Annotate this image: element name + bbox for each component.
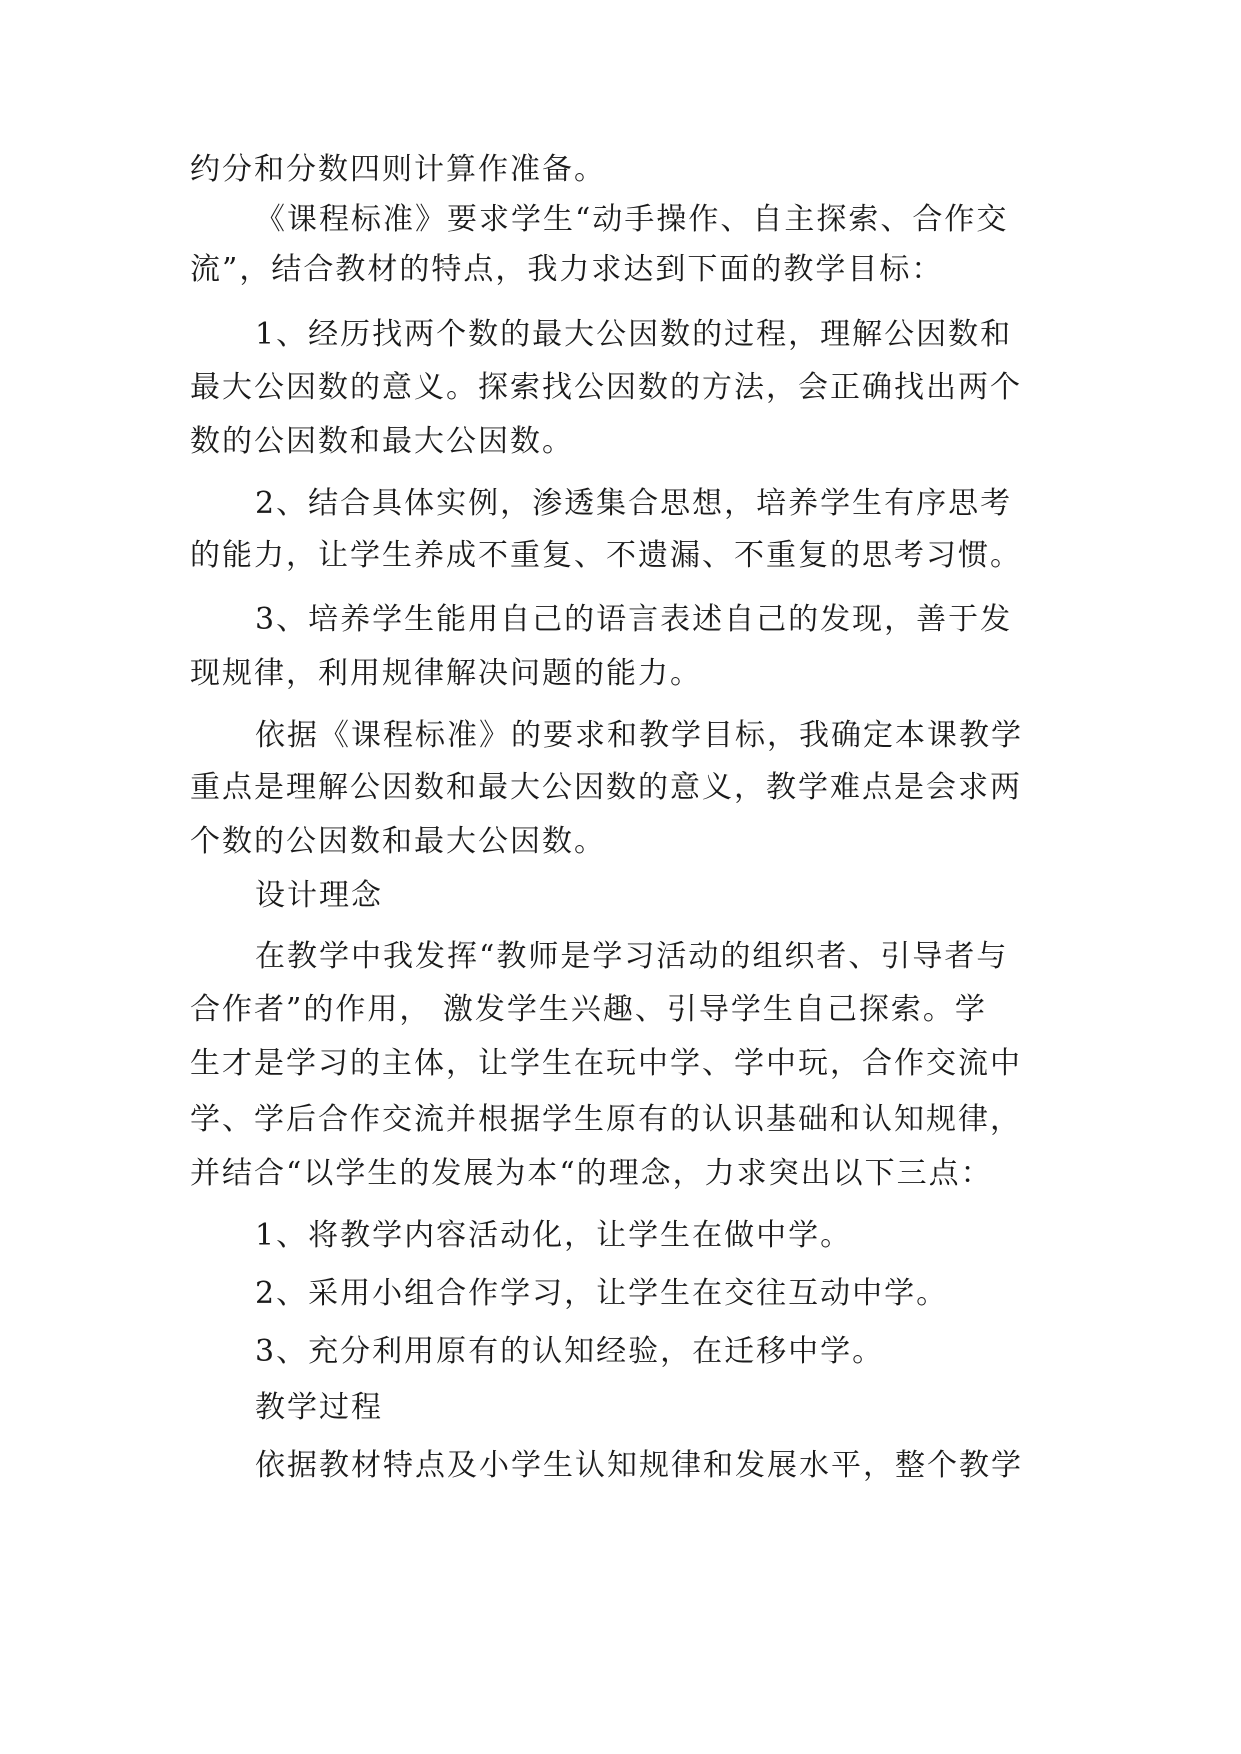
- text-line: 个数的公因数和最大公因数。: [190, 824, 606, 859]
- text-line: 依据《课程标准》的要求和教学目标，我确定本课教学: [255, 718, 1023, 753]
- text-line: 最大公因数的意义。探索找公因数的方法，会正确找出两个: [190, 370, 1022, 405]
- section-heading: 设计理念: [255, 878, 383, 913]
- text-line: 流”，结合教材的特点，我力求达到下面的教学目标：: [190, 252, 944, 287]
- text-line: 1、将教学内容活动化，让学生在做中学。: [255, 1218, 853, 1253]
- text-line: 在教学中我发挥“教师是学习活动的组织者、引导者与: [255, 939, 1009, 974]
- text-line: 1、经历找两个数的最大公因数的过程，理解公因数和: [255, 317, 1013, 352]
- text-line: 合作者”的作用， 激发学生兴趣、引导学生自己探索。学: [190, 992, 987, 1027]
- text-line: 并结合“以学生的发展为本“的理念，力求突出以下三点：: [190, 1156, 993, 1191]
- text-line: 3、培养学生能用自己的语言表述自己的发现，善于发: [255, 602, 1013, 637]
- text-line: 约分和分数四则计算作准备。: [190, 152, 606, 187]
- text-line: 2、结合具体实例，渗透集合思想，培养学生有序思考: [255, 486, 1013, 521]
- text-line: 的能力，让学生养成不重复、不遗漏、不重复的思考习惯。: [190, 538, 1022, 573]
- text-line: 生才是学习的主体，让学生在玩中学、学中玩，合作交流中: [190, 1046, 1022, 1081]
- text-line: 数的公因数和最大公因数。: [190, 424, 574, 459]
- text-line: 依据教材特点及小学生认知规律和发展水平，整个教学: [255, 1448, 1023, 1483]
- text-line: 现规律，利用规律解决问题的能力。: [190, 656, 702, 691]
- section-heading: 教学过程: [255, 1390, 383, 1425]
- text-line: 《课程标准》要求学生“动手操作、自主探索、合作交: [255, 202, 1009, 237]
- text-line: 学、学后合作交流并根据学生原有的认识基础和认知规律，: [190, 1102, 1022, 1137]
- text-line: 3、充分利用原有的认知经验，在迁移中学。: [255, 1334, 885, 1369]
- text-line: 重点是理解公因数和最大公因数的意义，教学难点是会求两: [190, 770, 1022, 805]
- text-line: 2、采用小组合作学习，让学生在交往互动中学。: [255, 1276, 949, 1311]
